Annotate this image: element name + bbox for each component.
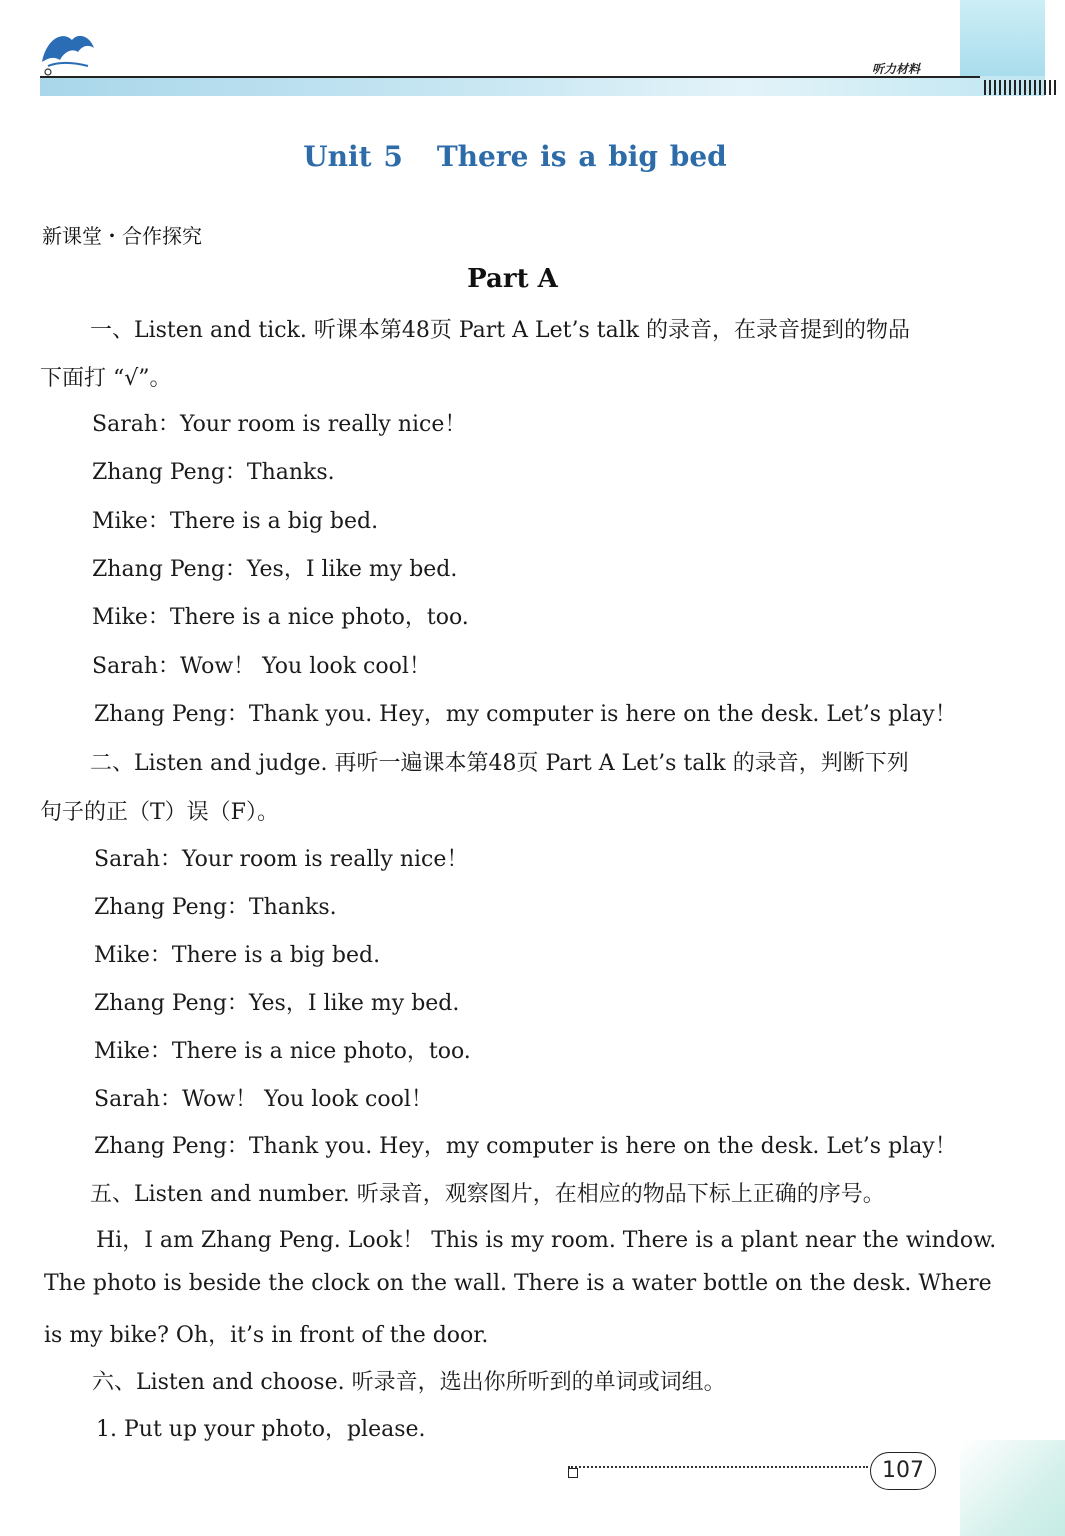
exercise-heading: 一、Listen and tick. 听课本第48页 Part A Let’s talk 的录音，在录音提到的物品	[90, 318, 911, 343]
exercise-heading: 二、Listen and judge. 再听一遍课本第48页 Part A Let’s talk 的录音，判断下列	[90, 751, 909, 776]
dialogue-line: Zhang Peng：Yes，I like my bed.	[92, 557, 458, 582]
paragraph-line: The photo is beside the clock on the wall. There is a water bottle on the desk. Where	[44, 1271, 992, 1296]
dialogue-line: Sarah：Wow！ You look cool！	[94, 1087, 433, 1112]
dialogue-line: Mike：There is a nice photo，too.	[94, 1039, 471, 1064]
dialogue-line: Sarah：Your room is really nice！	[94, 847, 469, 872]
dialogue-line: Zhang Peng：Thank you. Hey，my computer is here on the desk. Let’s play！	[94, 1134, 957, 1159]
dialogue-line: Zhang Peng：Thanks.	[92, 460, 335, 485]
numbered-item: 1. Put up your photo，please.	[96, 1417, 426, 1442]
header-rule	[40, 76, 980, 78]
paragraph-line: is my bike? Oh，it’s in front of the door.	[44, 1323, 489, 1348]
exercise-heading-continued: 下面打 “√”。	[40, 366, 172, 391]
footer-corner-decoration	[960, 1440, 1065, 1536]
footer-dotted-rule	[568, 1466, 868, 1468]
page-title	[0, 140, 1030, 173]
dialogue-line: Zhang Peng：Yes，I like my bed.	[94, 991, 460, 1016]
barcode-decoration	[984, 80, 1056, 95]
part-title: Part A	[467, 264, 558, 294]
page-number: 107	[870, 1452, 936, 1490]
dialogue-line: Sarah：Your room is really nice！	[92, 412, 467, 437]
exercise-heading-continued: 句子的正（T）误（F）。	[40, 800, 279, 825]
dialogue-line: Mike：There is a big bed.	[94, 943, 381, 968]
dialogue-line: Mike：There is a nice photo，too.	[92, 605, 469, 630]
wave-logo-icon	[38, 26, 98, 78]
footer-square-icon	[568, 1468, 578, 1478]
unit-label: Unit 5	[303, 140, 403, 173]
dialogue-line: Zhang Peng：Thank you. Hey，my computer is here on the desk. Let’s play！	[94, 702, 957, 727]
dialogue-line: Mike：There is a big bed.	[92, 509, 379, 534]
exercise-heading: 五、Listen and number. 听录音，观察图片，在相应的物品下标上正确的序号。	[90, 1182, 885, 1207]
dialogue-line: Zhang Peng：Thanks.	[94, 895, 337, 920]
section-subheading: 新课堂・合作探究	[42, 224, 202, 248]
unit-name: There is a big bed	[436, 140, 727, 173]
header-band	[40, 76, 1045, 96]
section-tag: 听力材料	[872, 62, 921, 76]
dialogue-line: Sarah：Wow！ You look cool！	[92, 654, 431, 679]
exercise-heading: 六、Listen and choose. 听录音，选出你所听到的单词或词组。	[92, 1370, 726, 1395]
paragraph-line: Hi，I am Zhang Peng. Look！ This is my room. There is a plant near the window.	[96, 1228, 997, 1253]
